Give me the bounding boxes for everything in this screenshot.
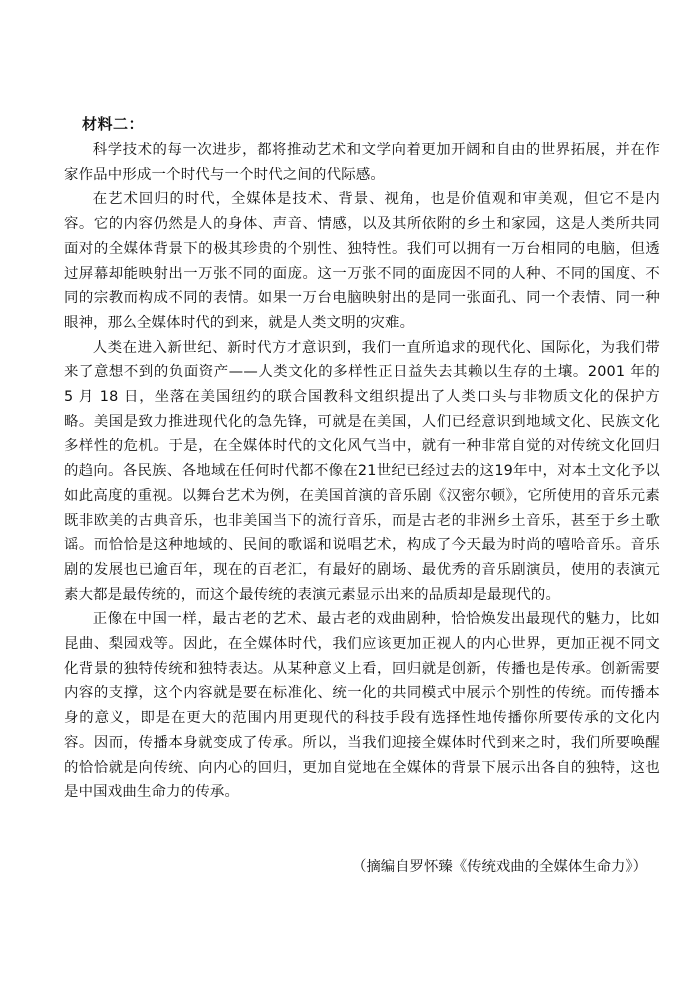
- source-citation: （摘编自罗怀臻《传统戏曲的全媒体生命力》）: [351, 859, 647, 875]
- material-heading: 材料二：: [82, 115, 145, 133]
- paragraph-2: 在艺术回归的时代，全媒体是技术、背景、视角，也是价值观和审美观，但它不是内容。它的内容仍然是人的身体、声音、情感，以及其所依附的乡土和家园，这是人类所共同面对的全媒体背景下的极其珍贵的个别性、独特性。我们可以拥有一万台相同的电脑，但透过屏幕却能映射出一万张不同的面庞。这一万张不同的面庞因不同的人种、不同的国度、不同的宗教而构成不同的表情。如果一万台电脑映射出的是同一张面孔、同一个表情、同一种眼神，那么全媒体时代的到来，就是人类文明的灾难。: [64, 191, 660, 331]
- paragraph-4: 正像在中国一样，最古老的艺术、最古老的戏曲剧种，恰恰焕发出最现代的魅力，比如昆曲、梨园戏等。因此，在全媒体时代，我们应该更加正视人的内心世界，更加正视不同文化背景的独特传统和独特表达。从某种意义上看，回归就是创新，传播也是传承。创新需要内容的支撑，这个内容就是要在标准化、统一化的共同模式中展示个别性的传统。而传播本身的意义，即是在更大的范围内用更现代的科技手段有选择性地传播你所要传承的文化内容。因而，传播本身就变成了传承。所以，当我们迎接全媒体时代到来之时，我们所要唤醒的恰恰就是向传统、向内心的回归，更加自觉地在全媒体的背景下展示出各自的独特，这也是中国戏曲生命力的传承。: [64, 611, 660, 801]
- paragraph-1: 科学技术的每一次进步，都将推动艺术和文学向着更加开阔和自由的世界拓展，并在作家作品中形成一个时代与一个时代之间的代际感。: [64, 142, 660, 183]
- article-body: [64, 138, 660, 805]
- paragraph-3: 人类在进入新世纪、新时代方才意识到，我们一直所追求的现代化、国际化，为我们带来了意想不到的负面资产——人类文化的多样性正日益失去其赖以生存的土壤。2001 年的 5 月 18 日，坐落在美国纽约的联合国教科文组织提出了人类口头与非物质文化的保护方略。美国是致力推进现代化的急先锋，可就是在美国，人们已经意识到地域文化、民族文化多样性的危机。于是，在全媒体时代的文化风气当中，就有一种非常自觉的对传统文化回归的趋向。各民族、各地域在任何时代都不像在21世纪已经过去的这19年中，对本土文化予以如此高度的重视。以舞台艺术为例，在美国首演的音乐剧《汉密尔顿》，它所使用的音乐元素既非欧美的古典音乐，也非美国当下的流行音乐，而是古老的非洲乡土音乐，甚至于乡土歌谣。而恰恰是这种地域的、民间的歌谣和说唱艺术，构成了今天最为时尚的嘻哈音乐。音乐剧的发展也已逾百年，现在的百老汇，有最好的剧场、最优秀的音乐剧演员，使用的表演元素大都是最传统的，而这个最传统的表演元素显示出来的品质却是最现代的。: [64, 339, 660, 603]
